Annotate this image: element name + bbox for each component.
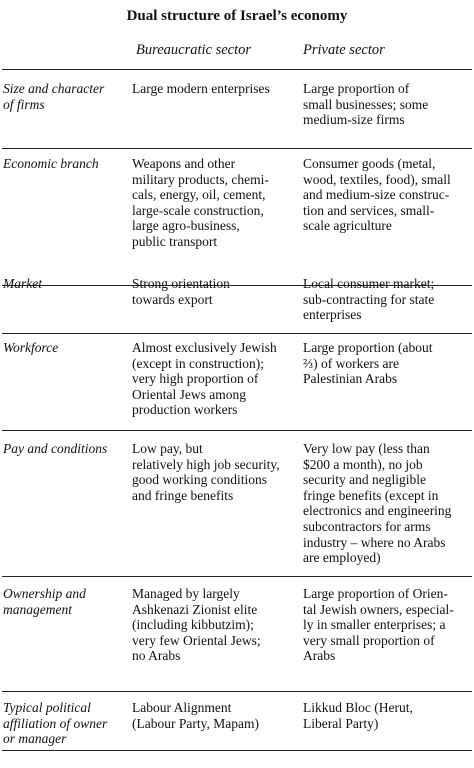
cell-line: Pay and conditions xyxy=(3,441,108,456)
cell-line: Consumer goods (metal, xyxy=(303,156,436,171)
cell-line: cals, energy, oil, cement, xyxy=(132,187,266,203)
cell-line: electronics and engineering xyxy=(303,503,452,519)
cell-line: Likkud Bloc (Herut, xyxy=(303,700,413,715)
cell-line: Weapons and other xyxy=(132,156,236,171)
bureaucratic-cell xyxy=(132,156,297,250)
cell-line: scale agriculture xyxy=(303,218,392,234)
cell-line: management xyxy=(3,601,72,617)
cell-line: large agro-business, xyxy=(132,218,240,234)
row-label xyxy=(3,700,128,747)
cell-line: large-scale construction, xyxy=(132,202,264,218)
cell-line: subcontractors for arms xyxy=(303,518,431,534)
row-label xyxy=(3,441,128,457)
cell-line: very high proportion of xyxy=(132,371,259,387)
cell-line: wood, textiles, food), small xyxy=(303,171,451,187)
row-label xyxy=(3,276,128,292)
cell-line: Labour Alignment xyxy=(132,700,232,715)
row-label xyxy=(3,586,128,617)
cell-line: medium-size firms xyxy=(303,112,405,128)
private-cell xyxy=(303,441,471,566)
row-divider xyxy=(2,430,472,431)
cell-line: of firms xyxy=(3,96,45,112)
cell-line: enterprises xyxy=(303,307,362,323)
cell-line: Very low pay (less than xyxy=(303,441,430,456)
cell-line: Large proportion of Orien- xyxy=(303,586,448,601)
cell-line: production workers xyxy=(132,402,238,418)
cell-line: Economic branch xyxy=(3,156,99,171)
cell-line: Large modern enterprises xyxy=(132,81,270,96)
cell-line: Ownership and xyxy=(3,586,86,601)
private-cell xyxy=(303,700,471,731)
cell-line: industry – where no Arabs xyxy=(303,534,446,550)
cell-line: Arabs xyxy=(303,648,336,664)
table-title: Dual structure of Israel’s economy xyxy=(126,8,348,24)
bureaucratic-cell xyxy=(132,276,297,307)
cell-line: fringe benefits (except in xyxy=(303,487,439,503)
cell-line: no Arabs xyxy=(132,648,181,664)
cell-line: good working conditions xyxy=(132,472,267,488)
bureaucratic-cell xyxy=(132,586,297,664)
column-header-private: Private sector xyxy=(303,42,385,58)
private-cell xyxy=(303,276,471,323)
row-divider xyxy=(2,333,472,334)
cell-line: relatively high job security, xyxy=(132,456,280,472)
bureaucratic-cell xyxy=(132,441,297,503)
cell-line: military products, chemi- xyxy=(132,171,269,187)
cell-line: ⅔) of workers are xyxy=(303,355,399,371)
cell-line: towards export xyxy=(132,291,213,307)
private-cell xyxy=(303,156,471,234)
row-divider xyxy=(2,69,472,70)
row-divider xyxy=(2,148,472,149)
bureaucratic-cell xyxy=(132,700,297,731)
row-label xyxy=(3,156,128,172)
row-label xyxy=(3,81,128,112)
cell-line: Oriental Jews among xyxy=(132,386,246,402)
cell-line: Large proportion of xyxy=(303,81,410,96)
cell-line: are employed) xyxy=(303,550,381,566)
private-cell xyxy=(303,81,471,128)
cell-line: very small proportion of xyxy=(303,632,435,648)
private-cell xyxy=(303,586,471,664)
cell-line: Market xyxy=(3,276,42,291)
cell-line: Large proportion (about xyxy=(303,340,433,355)
cell-line: Workforce xyxy=(3,340,59,355)
bureaucratic-cell xyxy=(132,81,297,97)
row-divider xyxy=(2,691,472,692)
cell-line: Almost exclusively Jewish xyxy=(132,340,277,355)
cell-line: small businesses; some xyxy=(303,96,429,112)
cell-line: tal Jewish owners, especial- xyxy=(303,601,454,617)
cell-line: Typical political xyxy=(3,700,91,715)
cell-line: sub-contracting for state xyxy=(303,291,435,307)
cell-line: (except in construction); xyxy=(132,355,264,371)
cell-line: Size and character xyxy=(3,81,105,96)
cell-line: ly in smaller enterprises; a xyxy=(303,617,446,633)
cell-line: very few Oriental Jews; xyxy=(132,632,261,648)
cell-line: Managed by largely xyxy=(132,586,240,601)
cell-line: Palestinian Arabs xyxy=(303,371,398,387)
cell-line: Liberal Party) xyxy=(303,715,379,731)
cell-line: Ashkenazi Zionist elite xyxy=(132,601,258,617)
cell-line: affiliation of owner xyxy=(3,715,108,731)
bureaucratic-cell xyxy=(132,340,297,418)
cell-line: (including kibbutzim); xyxy=(132,617,254,633)
cell-line: Local consumer market; xyxy=(303,276,435,291)
row-label xyxy=(3,340,128,356)
cell-line: and fringe benefits xyxy=(132,487,234,503)
cell-line: Low pay, but xyxy=(132,441,203,456)
cell-line: $200 a month), no job xyxy=(303,456,423,472)
cell-line: tion and services, small- xyxy=(303,202,435,218)
cell-line: security and negligible xyxy=(303,472,426,488)
row-divider xyxy=(2,576,472,577)
cell-line: public transport xyxy=(132,233,218,249)
cell-line: and medium-size construc- xyxy=(303,187,450,203)
private-cell xyxy=(303,340,471,387)
cell-line: (Labour Party, Mapam) xyxy=(132,715,259,731)
column-header-bureaucratic: Bureaucratic sector xyxy=(136,42,252,58)
cell-line: or manager xyxy=(3,731,67,747)
row-divider xyxy=(2,750,472,751)
cell-line: Strong orientation xyxy=(132,276,230,291)
